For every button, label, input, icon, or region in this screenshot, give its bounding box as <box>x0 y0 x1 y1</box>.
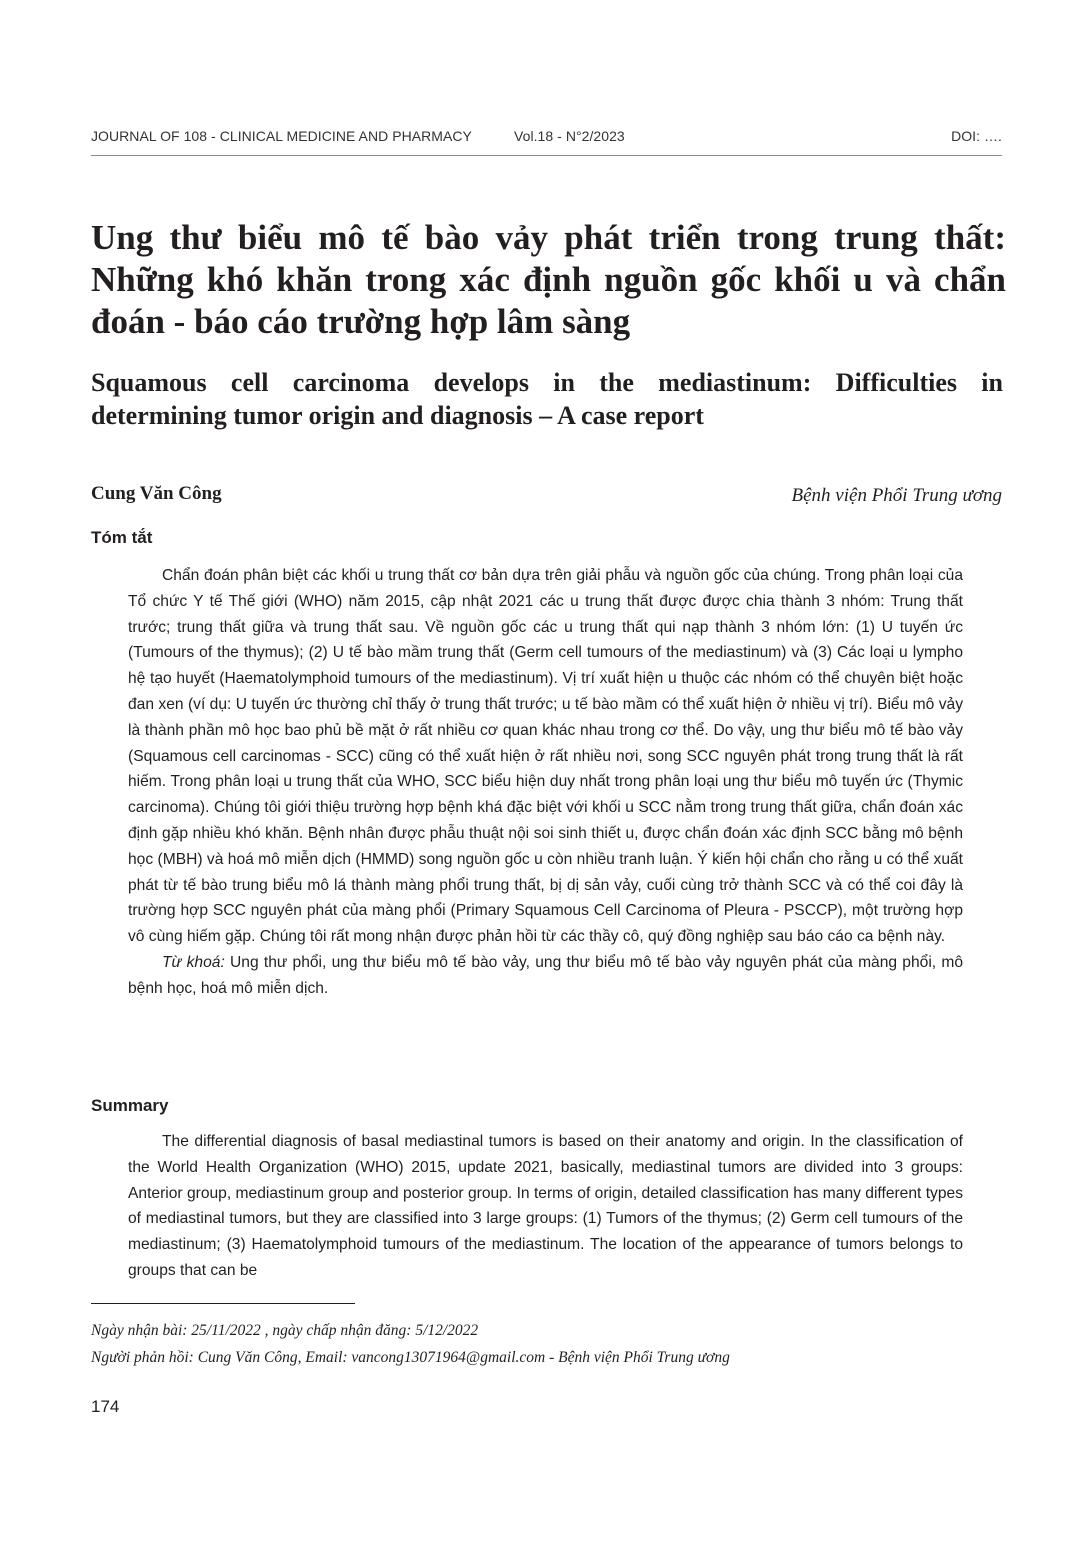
keywords-label: Từ khoá: <box>162 953 225 971</box>
footnote-divider <box>91 1303 355 1304</box>
footnote-dates: Ngày nhận bài: 25/11/2022 , ngày chấp nhận đăng: 5/12/2022 <box>91 1322 479 1339</box>
volume-issue: Vol.18 - N°2/2023 <box>514 128 625 144</box>
abstract-vi <box>128 563 963 1002</box>
title-vietnamese: Ung thư biểu mô tế bào vảy phát triển trong trung thất: Những khó khăn trong xác định nguồn gốc khối u và chẩn đoán - báo cáo trường hợp lâm sàng <box>91 218 1006 341</box>
journal-name: JOURNAL OF 108 - CLINICAL MEDICINE AND PHARMACY <box>91 128 472 144</box>
abstract-en <box>128 1129 963 1284</box>
title-english-line-2: determining tumor origin and diagnosis – A case report <box>91 401 704 430</box>
doi: DOI: …. <box>951 128 1002 144</box>
abstract-vi-heading: Tóm tắt <box>91 528 153 547</box>
keywords-text: Ung thư phổi, ung thư biểu mô tế bào vảy, ung thư biểu mô tế bào vảy nguyên phát của màng phổi, mô bệnh học, hoá mô miễn dịch. <box>128 953 964 997</box>
abstract-vi-body: Chẩn đoán phân biệt các khối u trung thất cơ bản dựa trên giải phẫu và nguồn gốc của chúng. Trong phân loại của Tổ chức Y tế Thế giới (WHO) năm 2015, cập nhật 2021 các u trung thất được được chia thành 3 nhóm: Trung thất trước; trung thất giữa và trung thất sau. Về nguồn gốc các u trung thất qui nạp thành 3 nhóm lớn: (1) U tuyến ức (Tumours of the thymus); (2) U tế bào mầm trung thất (Germ cell tumours of the mediastinum) và (3) Các loại u lympho hệ tạo huyết (Haematolymphoid tumours of the mediastinum). Vị trí xuất hiện u thuộc các nhóm có thể chuyên biệt hoặc đan xen (ví dụ: U tuyến ức thường chỉ thấy ở trung thất trước; u tế bào mầm có thể xuất hiện ở nhiều vị trí). Biểu mô vảy là thành phần mô học bao phủ bề mặt ở rất nhiều cơ quan khác nhau trong cơ thể. Do vậy, ung thư biểu mô tế bào vảy (Squamous cell carcinomas - SCC) cũng có thể xuất hiện ở rất nhiều nơi, song SCC nguyên phát trong trung thất là rất hiếm. Trong phân loại u trung thất của WHO, SCC biểu hiện duy nhất trong phân loại ung thư biểu mô tuyến ức (Thymic carcinoma). Chúng tôi giới thiệu trường hợp bệnh khá đặc biệt với khối u SCC nằm trong trung thất giữa, chẩn đoán xác định gặp nhiều khó khăn. Bệnh nhân được phẫu thuật nội soi sinh thiết u, được chẩn đoán xác định SCC bằng mô bệnh học (MBH) và hoá mô miễn dịch (HMMD) song nguồn gốc u còn nhiều tranh luận. Ý kiến hội chẩn cho rằng u có thể xuất phát từ tế bào trung biểu mô lá thành màng phổi trung thất, bị dị sản vảy, cuối cùng trở thành SCC và có thể coi đây là trường hợp SCC nguyên phát của màng phổi (Primary Squamous Cell Carcinoma of Pleura - PSCCP), một trường hợp vô cùng hiếm gặp. Chúng tôi rất mong nhận được phản hồi từ các thầy cô, quý đồng nghiệp sau báo cáo ca bệnh này. <box>128 567 963 946</box>
footnote-correspondence: Người phản hồi: Cung Văn Công, Email: vancong13071964@gmail.com - Bệnh viện Phổi Trung ương <box>91 1349 730 1366</box>
title-english-line-1: Squamous cell carcinoma develops in the mediastinum: Difficulties in <box>91 368 1003 397</box>
keywords-paragraph <box>128 950 963 1002</box>
abstract-en-heading: Summary <box>91 1096 169 1115</box>
abstract-en-body: The differential diagnosis of basal mediastinal tumors is based on their anatomy and origin. In the classification of the World Health Organization (WHO) 2015, update 2021, basically, mediastinal tumors are divided into 3 groups: Anterior group, mediastinum group and posterior group. In terms of origin, detailed classification has many different types of mediastinal tumors, but they are classified into 3 large groups: (1) Tumors of the thymus; (2) Germ cell tumours of the mediastinum; (3) Haematolymphoid tumours of the mediastinum. The location of the appearance of tumors belongs to groups that can be <box>128 1133 963 1279</box>
author-name: Cung Văn Công <box>91 483 222 504</box>
author-affiliation: Bệnh viện Phổi Trung ương <box>791 485 1002 506</box>
header-divider <box>91 155 1002 156</box>
title-english <box>91 366 1003 432</box>
page-number: 174 <box>91 1397 120 1416</box>
